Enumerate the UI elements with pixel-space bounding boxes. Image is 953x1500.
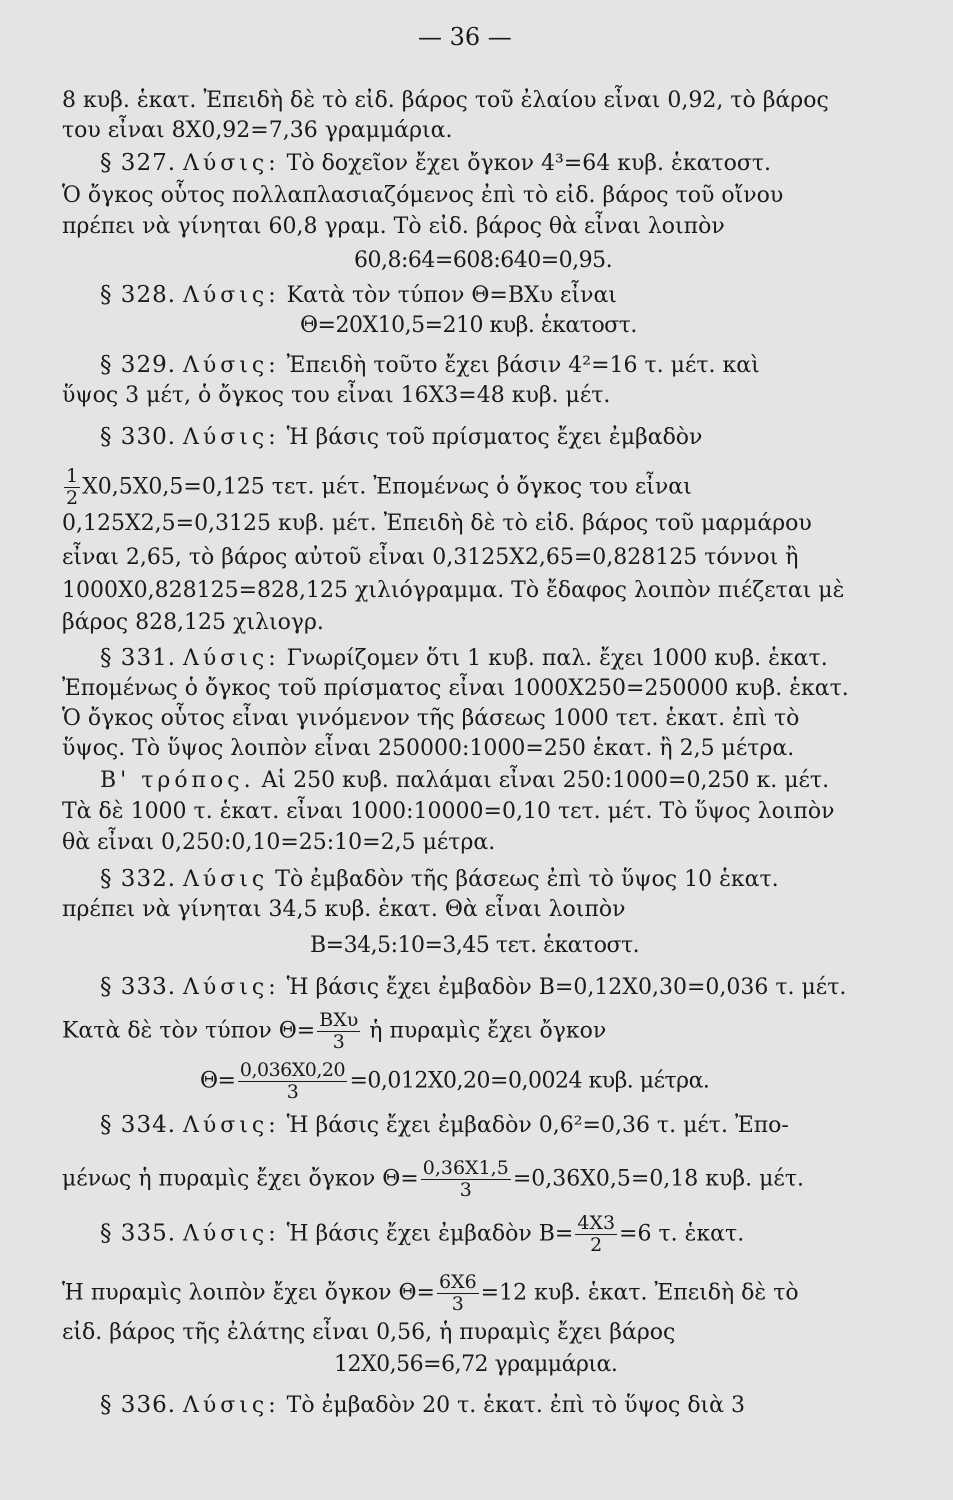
text-line: του εἶναι 8X0,92=7,36 γραμμάρια.: [62, 118, 453, 143]
text-line: Ἐπομένως ὁ ὄγκος τοῦ πρίσματος εἶναι 1000X250=250000 κυβ. ἑκατ.: [62, 676, 849, 701]
section-text: Γνωρίζομεν ὅτι 1 κυβ. παλ. ἔχει 1000 κυβ. ἑκατ.: [286, 646, 828, 671]
section-number: § 327.: [100, 150, 177, 176]
fraction: $\frac{6X6}{3}$: [438, 1271, 477, 1315]
text-line: μένως ἡ πυραμὶς ἔχει ὄγκον Θ= $\frac{0,36X1,5}{3}$ =0,36X0,5=0,18 κυβ. μέτ.: [62, 1157, 804, 1201]
method-b: [100, 768, 829, 794]
section-329: [100, 352, 760, 379]
solution-label: Λύσις:: [183, 975, 280, 1000]
section-number: § 335.: [100, 1220, 177, 1247]
text-line: Κατὰ δὲ τὸν τύπον Θ= $\frac{\text{ΒXυ}}{3}$ ἡ πυραμὶς ἔχει ὄγκον: [62, 1009, 607, 1053]
section-number: § 333.: [100, 974, 177, 1000]
section-number: § 334.: [100, 1112, 177, 1138]
text-line: εἶναι 2,65, τὸ βάρος αὐτοῦ εἶναι 0,3125X2,65=0,828125 τόννοι ἢ: [62, 545, 799, 570]
section-text: Ἐπειδὴ τοῦτο ἔχει βάσιν 4²=16 τ. μέτ. καὶ: [286, 353, 760, 378]
section-327: [100, 150, 771, 177]
text-line: πρέπει νὰ γίνηται 34,5 κυβ. ἑκατ. Θὰ εἶναι λοιπὸν: [62, 897, 626, 922]
section-335: § 335. Λύσις: Ἡ βάσις ἔχει ἐμβαδὸν Β= $\frac{4X3}{2}$ =6 τ. ἑκατ.: [100, 1212, 745, 1256]
page-number: — 36 —: [418, 23, 512, 51]
method-text: Αἱ 250 κυβ. παλάμαι εἶναι 250:1000=0,250 κ. μέτ.: [261, 768, 830, 793]
section-number: § 330.: [100, 424, 177, 450]
section-text: Ἡ βάσις ἔχει ἐμβαδὸν Β=: [286, 1221, 574, 1247]
text-line: ὕψος 3 μέτ, ὁ ὄγκος του εἶναι 16X3=48 κυβ. μέτ.: [62, 383, 611, 408]
solution-label: Λύσις:: [183, 283, 280, 308]
text-line: Ὁ ὄγκος οὗτος πολλαπλασιαζόμενος ἐπὶ τὸ εἰδ. βάρος τοῦ οἴνου: [62, 183, 784, 208]
section-331: [100, 645, 828, 672]
fraction: $\frac{0,36X1,5}{3}$: [422, 1157, 509, 1201]
text-line: βάρος 828,125 χιλιογρ.: [62, 610, 324, 635]
fraction: $\frac{4X3}{2}$: [577, 1212, 616, 1256]
solution-label: Λύσις: [183, 867, 269, 892]
section-328: [100, 282, 617, 309]
section-number: § 331.: [100, 645, 177, 671]
text-line: Ὁ ὄγκος οὗτος εἶναι γινόμενον τῆς βάσεως 1000 τετ. ἑκατ. ἐπὶ τὸ: [62, 706, 800, 731]
solution-label: Λύσις:: [183, 646, 280, 671]
text-line: πρέπει νὰ γίνηται 60,8 γραμ. Τὸ εἰδ. βάρος θὰ εἶναι λοιπὸν: [62, 214, 725, 239]
equation-line: Θ=20X10,5=210 κυβ. ἑκατοστ.: [300, 313, 637, 338]
text-line: 1000X0,828125=828,125 χιλιόγραμμα. Τὸ ἔδαφος λοιπὸν πιέζεται μὲ: [62, 578, 845, 603]
text-line: θὰ εἶναι 0,250:0,10=25:10=2,5 μέτρα.: [62, 830, 496, 855]
section-text: Τὸ δοχεῖον ἔχει ὄγκον 4³=64 κυβ. ἑκατοστ.: [286, 151, 772, 176]
section-number: § 328.: [100, 282, 177, 308]
text-line: Τὰ δὲ 1000 τ. ἑκατ. εἶναι 1000:10000=0,10 τετ. μέτ. Τὸ ὕψος λοιπὸν: [62, 799, 835, 824]
section-text: Ἡ βάσις τοῦ πρίσματος ἔχει ἐμβαδὸν: [286, 425, 703, 450]
text-line: $\frac{1}{2}$ X0,5X0,5=0,125 τετ. μέτ. Ἐπομένως ὁ ὄγκος του εἶναι: [66, 465, 692, 509]
equation-line: 60,8:64=608:640=0,95.: [354, 248, 613, 273]
text-line: 0,125X2,5=0,3125 κυβ. μέτ. Ἐπειδὴ δὲ τὸ εἰδ. βάρος τοῦ μαρμάρου: [62, 511, 812, 536]
solution-label: Λύσις:: [183, 1113, 280, 1138]
section-334: [100, 1112, 789, 1139]
section-number: § 329.: [100, 352, 177, 378]
fraction: $\frac{1}{2}$: [66, 465, 79, 509]
equation-line: 12X0,56=6,72 γραμμάρια.: [334, 1352, 618, 1377]
solution-label: Λύσις:: [183, 1393, 280, 1418]
solution-label: Λύσις:: [183, 353, 280, 378]
solution-label: Λύσις:: [183, 1221, 280, 1247]
section-text: Τὸ ἐμβαδὸν 20 τ. ἑκατ. ἐπὶ τὸ ὕψος διὰ 3: [286, 1393, 746, 1418]
equation-line: Θ= $\frac{0,036X0,20}{3}$ =0,012X0,20=0,0024 κυβ. μέτρα.: [200, 1059, 710, 1103]
equation-line: Β=34,5:10=3,45 τετ. ἑκατοστ.: [310, 933, 640, 958]
fraction: $\frac{\text{ΒXυ}}{3}$: [319, 1009, 359, 1053]
text-line: εἰδ. βάρος τῆς ἐλάτης εἶναι 0,56, ἡ πυραμὶς ἔχει βάρος: [62, 1320, 676, 1345]
section-336: [100, 1392, 745, 1419]
section-text: Ἡ βάσις ἔχει ἐμβαδὸν Β=0,12X0,30=0,036 τ. μέτ.: [286, 975, 847, 1000]
section-332: [100, 866, 779, 893]
section-333: [100, 974, 846, 1001]
text-line: ὕψος. Τὸ ὕψος λοιπὸν εἶναι 250000:1000=250 ἑκατ. ἢ 2,5 μέτρα.: [62, 736, 795, 761]
text-line: 8 κυβ. ἑκατ. Ἐπειδὴ δὲ τὸ εἰδ. βάρος τοῦ ἐλαίου εἶναι 0,92, τὸ βάρος: [62, 88, 829, 113]
section-number: § 332.: [100, 866, 177, 892]
section-text: Κατὰ τὸν τύπον Θ=ΒXυ εἶναι: [286, 283, 617, 308]
section-330: [100, 424, 702, 451]
section-text: Τὸ ἐμβαδὸν τῆς βάσεως ἐπὶ τὸ ὕψος 10 ἑκατ.: [275, 867, 779, 892]
fraction: $\frac{0,036X0,20}{3}$: [239, 1059, 346, 1103]
solution-label: Λύσις:: [183, 425, 280, 450]
method-label: Β' τρόπος.: [100, 768, 255, 793]
section-number: § 336.: [100, 1392, 177, 1418]
section-text: Ἡ βάσις ἔχει ἐμβαδὸν 0,6²=0,36 τ. μέτ. Ἐπο-: [286, 1113, 789, 1138]
text-line: Ἡ πυραμὶς λοιπὸν ἔχει ὄγκον Θ= $\frac{6X6}{3}$ =12 κυβ. ἑκατ. Ἐπειδὴ δὲ τὸ: [62, 1271, 799, 1315]
solution-label: Λύσις:: [183, 151, 280, 176]
